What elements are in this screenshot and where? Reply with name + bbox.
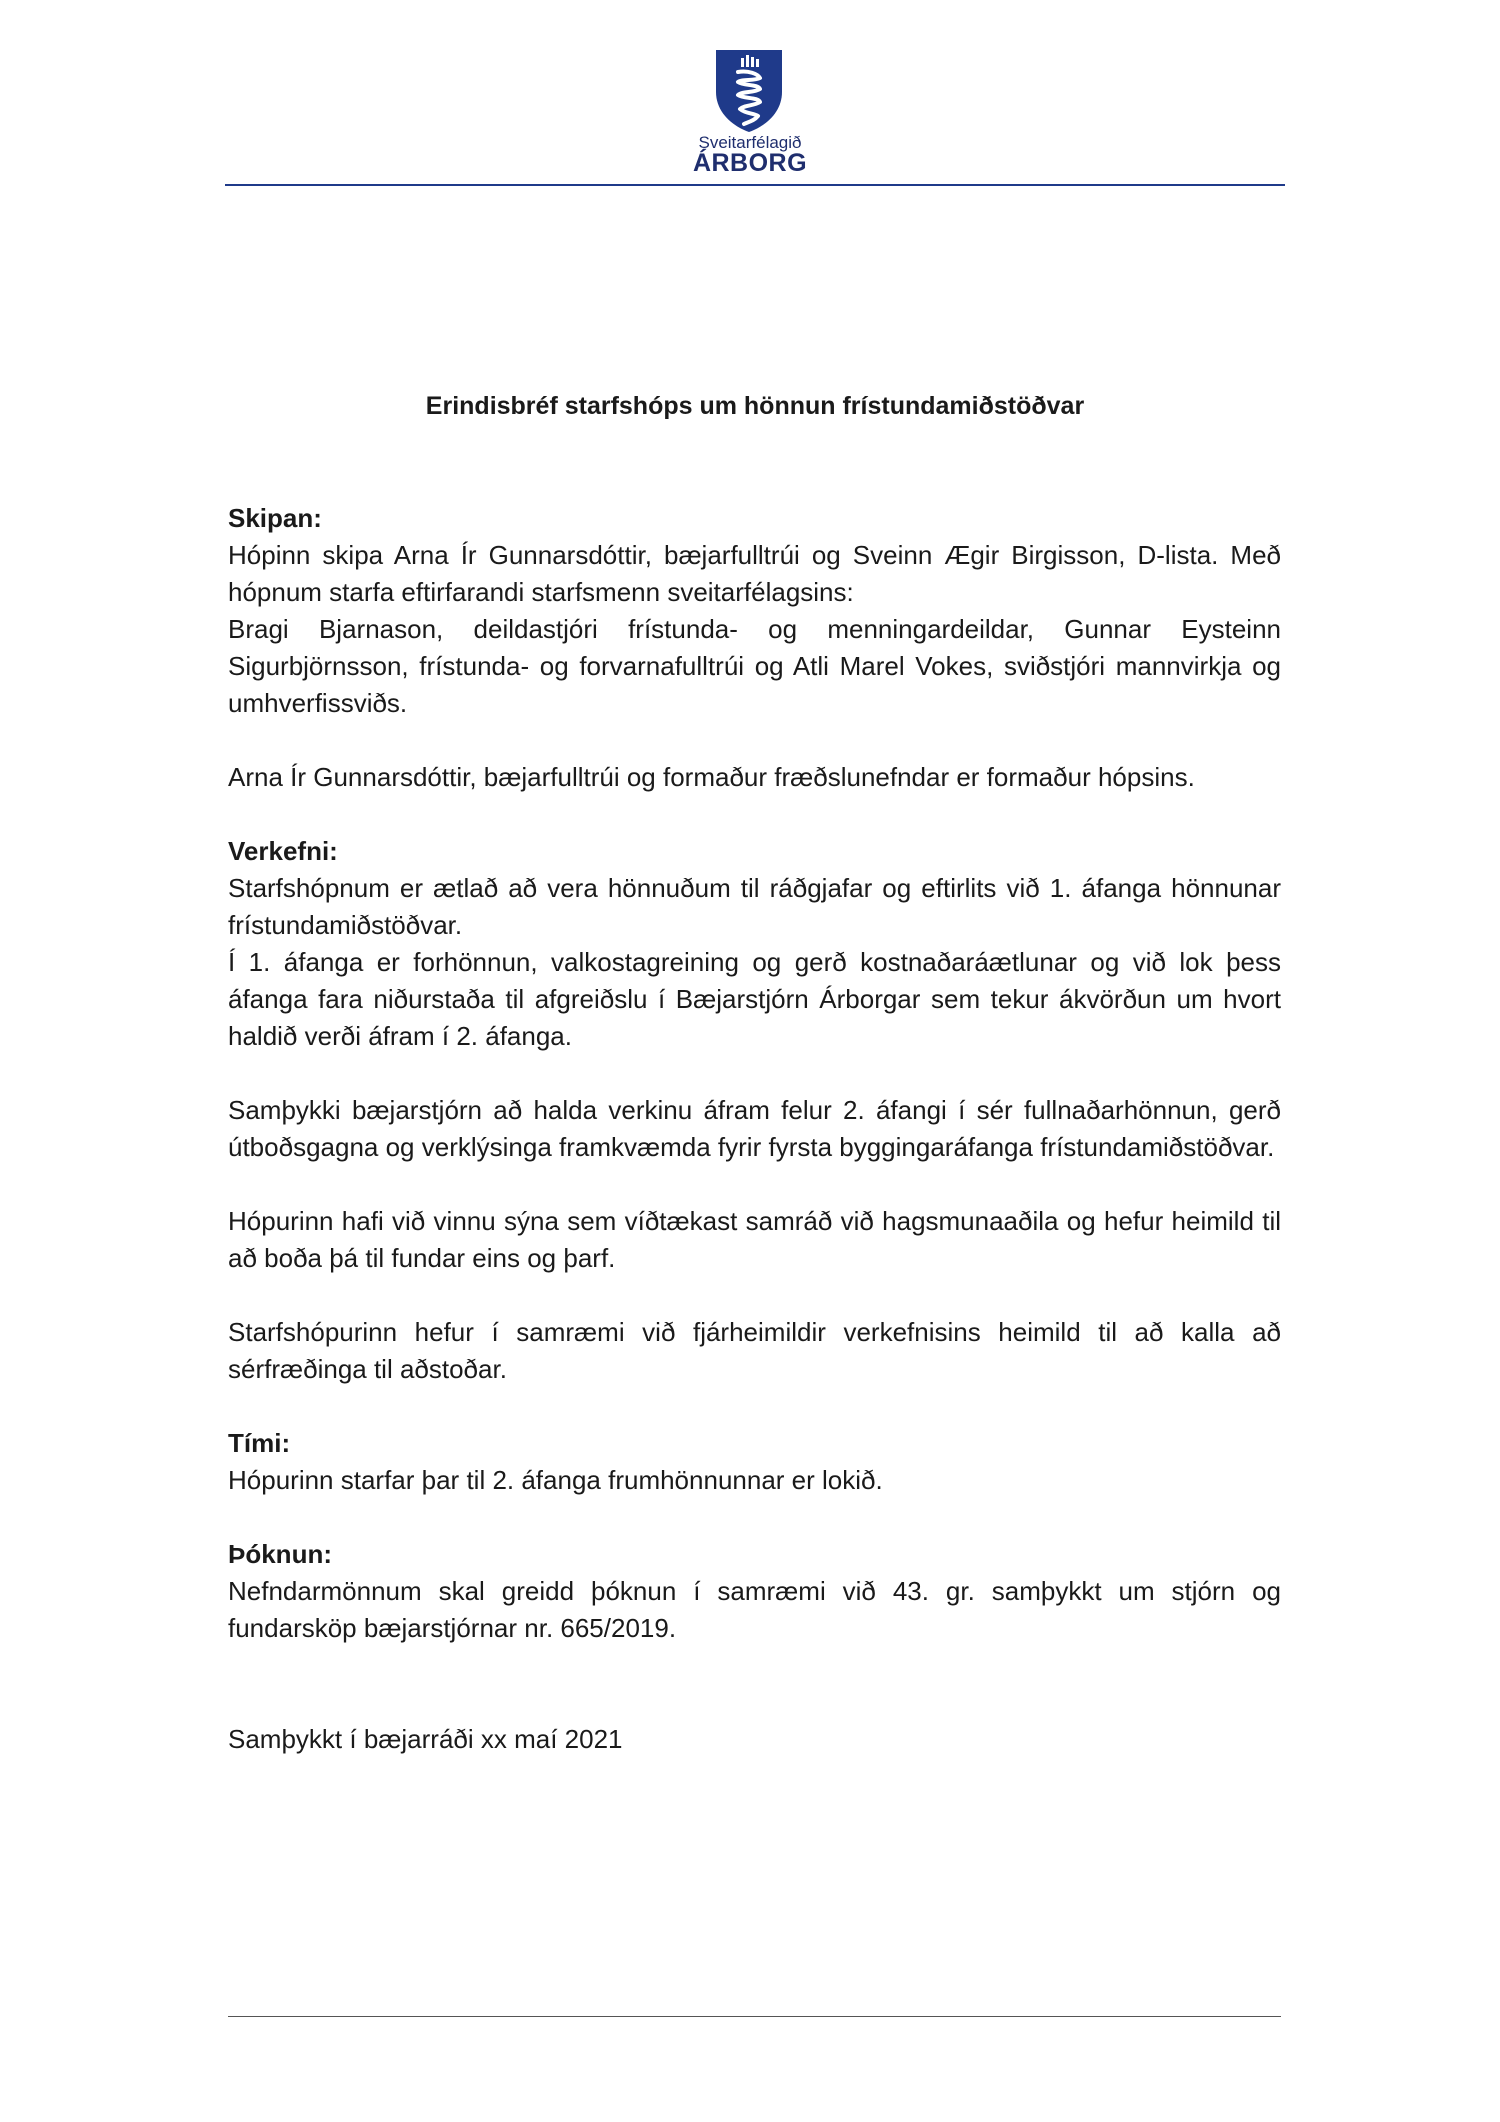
org-prefix: Sveitarfélagið bbox=[698, 133, 802, 152]
document-body bbox=[228, 500, 1281, 1758]
section-heading: Skipan: bbox=[228, 503, 322, 533]
header-divider bbox=[225, 184, 1285, 186]
section-verkefni bbox=[228, 833, 1281, 1388]
paragraph: Samþykki bæjarstjórn að halda verkinu áfram felur 2. áfangi í sér fullnaðarhönnun, gerð útboðsgagna og verklýsinga framkvæmda fyrir fyrsta byggingaráfanga frístundamiðstöðvar. bbox=[228, 1095, 1281, 1162]
section-heading: Verkefni: bbox=[228, 836, 338, 866]
section-thoknun bbox=[228, 1536, 1281, 1647]
paragraph: Hópinn skipa Arna Ír Gunnarsdóttir, bæjarfulltrúi og Sveinn Ægir Birgisson, D-lista. Með hópnum starfa eftirfarandi starfsmenn sveitarfélagsins: bbox=[228, 540, 1281, 607]
paragraph: Í 1. áfanga er forhönnun, valkostagreining og gerð kostnaðaráætlunar og við lok þess áfanga fara niðurstaða til afgreiðslu í Bæjarstjórn Árborgar sem tekur ákvörðun um hvort haldið verði áfram í 2. áfanga. bbox=[228, 947, 1281, 1051]
municipal-coat-of-arms-icon bbox=[714, 48, 784, 134]
section-timi bbox=[228, 1425, 1281, 1499]
paragraph: Nefndarmönnum skal greidd þóknun í samræmi við 43. gr. samþykkt um stjórn og fundarsköp bæjarstjórnar nr. 665/2019. bbox=[228, 1576, 1281, 1643]
paragraph: Starfshópurinn hefur í samræmi við fjárheimildir verkefnisins heimild til að kalla að sérfræðinga til aðstoðar. bbox=[228, 1317, 1281, 1384]
paragraph: Bragi Bjarnason, deildastjóri frístunda- og menningardeildar, Gunnar Eysteinn Sigurbjörnsson, frístunda- og forvarnafulltrúi og Atli Marel Vokes, sviðstjóri mannvirkja og umhverfissviðs. bbox=[228, 614, 1281, 718]
approval-note: Samþykkt í bæjarráði xx maí 2021 bbox=[228, 1724, 623, 1754]
section-skipan bbox=[228, 500, 1281, 796]
document-title: Erindisbréf starfshóps um hönnun frístundamiðstöðvar bbox=[425, 392, 1085, 420]
page-header bbox=[0, 0, 1500, 190]
paragraph: Hópurinn hafi við vinnu sýna sem víðtækast samráð við hagsmunaaðila og hefur heimild til að boða þá til fundar eins og þarf. bbox=[228, 1206, 1281, 1273]
section-heading: Þóknun: bbox=[228, 1539, 332, 1569]
paragraph: Arna Ír Gunnarsdóttir, bæjarfulltrúi og formaður fræðslunefndar er formaður hópsins. bbox=[228, 762, 1195, 792]
org-name: ÁRBORG bbox=[692, 149, 808, 177]
footer-divider bbox=[228, 2016, 1281, 2017]
paragraph: Starfshópnum er ætlað að vera hönnuðum til ráðgjafar og eftirlits við 1. áfanga hönnunar frístundamiðstöðvar. bbox=[228, 873, 1281, 940]
paragraph: Hópurinn starfar þar til 2. áfanga frumhönnunnar er lokið. bbox=[228, 1465, 883, 1495]
section-heading: Tími: bbox=[228, 1428, 291, 1458]
